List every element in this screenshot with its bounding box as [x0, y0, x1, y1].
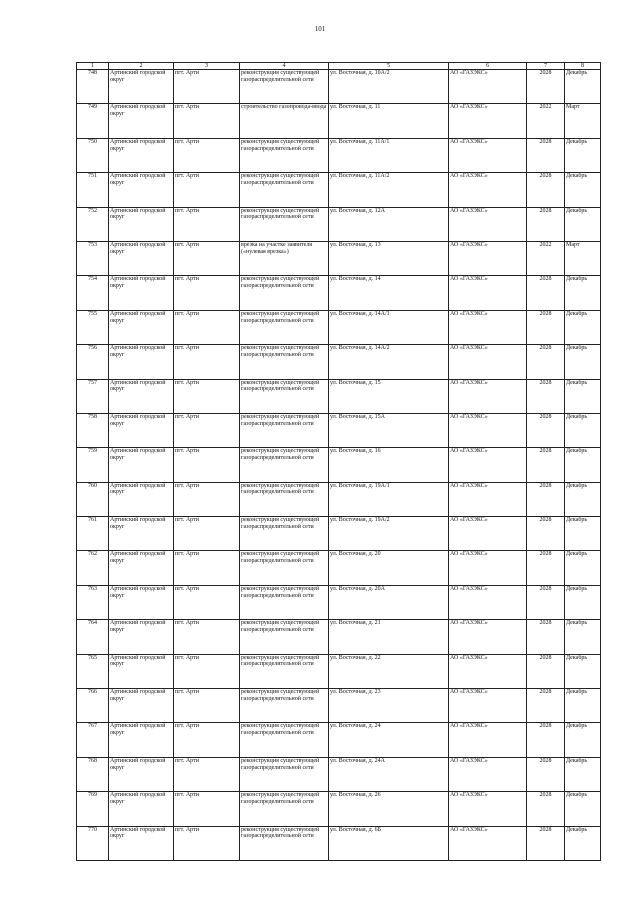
settlement-cell: пгт. Арти	[174, 173, 240, 207]
month-cell: Декабрь	[565, 379, 601, 413]
work-type-cell: реконструкция существующей газораспределительной сети	[240, 413, 329, 447]
address-cell: ул. Восточная, д. 11	[329, 104, 449, 138]
month-cell: Декабрь	[565, 654, 601, 688]
month-cell: Декабрь	[565, 276, 601, 310]
month-cell: Декабрь	[565, 345, 601, 379]
column-header: 1	[77, 63, 109, 70]
month-cell: Декабрь	[565, 517, 601, 551]
month-cell: Декабрь	[565, 689, 601, 723]
table-row	[77, 104, 601, 138]
month-cell: Декабрь	[565, 723, 601, 757]
table-row	[77, 757, 601, 791]
month-cell: Декабрь	[565, 757, 601, 791]
settlement-cell: пгт. Арти	[174, 310, 240, 344]
column-header: 6	[449, 63, 527, 70]
row-number-cell: 760	[77, 482, 109, 516]
year-cell: 2028	[527, 138, 565, 172]
district-cell: Артинский городской округ	[109, 70, 174, 104]
district-cell: Артинский городской округ	[109, 207, 174, 241]
district-cell: Артинский городской округ	[109, 723, 174, 757]
work-type-cell: реконструкция существующей газораспределительной сети	[240, 654, 329, 688]
settlement-cell: пгт. Арти	[174, 517, 240, 551]
row-number-cell: 761	[77, 517, 109, 551]
page-number: 101	[314, 25, 326, 33]
column-header: 4	[240, 63, 329, 70]
table-row	[77, 517, 601, 551]
district-cell: Артинский городской округ	[109, 482, 174, 516]
district-cell: Артинский городской округ	[109, 379, 174, 413]
year-cell: 2028	[527, 413, 565, 447]
work-type-cell: реконструкция существующей газораспределительной сети	[240, 689, 329, 723]
year-cell: 2028	[527, 723, 565, 757]
organization-cell: АО «ГАЗЭКС»	[449, 689, 527, 723]
year-cell: 2028	[527, 207, 565, 241]
settlement-cell: пгт. Арти	[174, 792, 240, 826]
address-cell: ул. Восточная, д. 26	[329, 792, 449, 826]
table-row	[77, 826, 601, 860]
organization-cell: АО «ГАЗЭКС»	[449, 173, 527, 207]
district-cell: Артинский городской округ	[109, 792, 174, 826]
organization-cell: АО «ГАЗЭКС»	[449, 138, 527, 172]
row-number-cell: 750	[77, 138, 109, 172]
work-type-cell: реконструкция существующей газораспределительной сети	[240, 173, 329, 207]
row-number-cell: 759	[77, 448, 109, 482]
table-row	[77, 345, 601, 379]
district-cell: Артинский городской округ	[109, 551, 174, 585]
settlement-cell: пгт. Арти	[174, 448, 240, 482]
district-cell: Артинский городской округ	[109, 241, 174, 275]
organization-cell: АО «ГАЗЭКС»	[449, 551, 527, 585]
work-type-cell: реконструкция существующей газораспределительной сети	[240, 585, 329, 619]
settlement-cell: пгт. Арти	[174, 413, 240, 447]
year-cell: 2028	[527, 585, 565, 619]
month-cell: Март	[565, 104, 601, 138]
row-number-cell: 767	[77, 723, 109, 757]
work-type-cell: реконструкция существующей газораспределительной сети	[240, 310, 329, 344]
address-cell: ул. Восточная, д. 24	[329, 723, 449, 757]
organization-cell: АО «ГАЗЭКС»	[449, 413, 527, 447]
column-number-row	[77, 63, 601, 70]
settlement-cell: пгт. Арти	[174, 482, 240, 516]
work-type-cell: реконструкция существующей газораспределительной сети	[240, 448, 329, 482]
column-header: 2	[109, 63, 174, 70]
district-cell: Артинский городской округ	[109, 413, 174, 447]
column-header: 7	[527, 63, 565, 70]
table-row	[77, 448, 601, 482]
row-number-cell: 749	[77, 104, 109, 138]
row-number-cell: 768	[77, 757, 109, 791]
settlement-cell: пгт. Арти	[174, 345, 240, 379]
year-cell: 2028	[527, 757, 565, 791]
year-cell: 2028	[527, 654, 565, 688]
month-cell: Декабрь	[565, 70, 601, 104]
table-row	[77, 482, 601, 516]
table-row	[77, 723, 601, 757]
table-body	[77, 70, 601, 861]
month-cell: Декабрь	[565, 138, 601, 172]
table-row	[77, 620, 601, 654]
year-cell: 2028	[527, 482, 565, 516]
organization-cell: АО «ГАЗЭКС»	[449, 792, 527, 826]
year-cell: 2028	[527, 173, 565, 207]
organization-cell: АО «ГАЗЭКС»	[449, 482, 527, 516]
table-row	[77, 70, 601, 104]
work-type-cell: реконструкция существующей газораспределительной сети	[240, 723, 329, 757]
district-cell: Артинский городской округ	[109, 345, 174, 379]
address-cell: ул. Восточная, д. 19А/2	[329, 517, 449, 551]
row-number-cell: 751	[77, 173, 109, 207]
district-cell: Артинский городской округ	[109, 826, 174, 860]
year-cell: 2028	[527, 70, 565, 104]
address-cell: ул. Восточная, д. 22	[329, 654, 449, 688]
table-row	[77, 413, 601, 447]
organization-cell: АО «ГАЗЭКС»	[449, 585, 527, 619]
organization-cell: АО «ГАЗЭКС»	[449, 448, 527, 482]
organization-cell: АО «ГАЗЭКС»	[449, 826, 527, 860]
settlement-cell: пгт. Арти	[174, 70, 240, 104]
year-cell: 2028	[527, 310, 565, 344]
year-cell: 2028	[527, 448, 565, 482]
address-cell: ул. Восточная, д. 14А/1	[329, 310, 449, 344]
district-cell: Артинский городской округ	[109, 620, 174, 654]
work-type-cell: реконструкция существующей газораспределительной сети	[240, 138, 329, 172]
organization-cell: АО «ГАЗЭКС»	[449, 620, 527, 654]
work-type-cell: строительство газопровода-ввода	[240, 104, 329, 138]
settlement-cell: пгт. Арти	[174, 654, 240, 688]
work-type-cell: реконструкция существующей газораспределительной сети	[240, 70, 329, 104]
work-type-cell: реконструкция существующей газораспределительной сети	[240, 757, 329, 791]
settlement-cell: пгт. Арти	[174, 757, 240, 791]
table-row	[77, 585, 601, 619]
address-cell: ул. Восточная, д. 6Б	[329, 826, 449, 860]
organization-cell: АО «ГАЗЭКС»	[449, 310, 527, 344]
district-cell: Артинский городской округ	[109, 276, 174, 310]
table-row	[77, 173, 601, 207]
column-header: 3	[174, 63, 240, 70]
row-number-cell: 753	[77, 241, 109, 275]
district-cell: Артинский городской округ	[109, 104, 174, 138]
row-number-cell: 762	[77, 551, 109, 585]
organization-cell: АО «ГАЗЭКС»	[449, 276, 527, 310]
organization-cell: АО «ГАЗЭКС»	[449, 70, 527, 104]
row-number-cell: 755	[77, 310, 109, 344]
row-number-cell: 756	[77, 345, 109, 379]
row-number-cell: 770	[77, 826, 109, 860]
address-cell: ул. Восточная, д. 11А/2	[329, 173, 449, 207]
organization-cell: АО «ГАЗЭКС»	[449, 207, 527, 241]
table-row	[77, 792, 601, 826]
month-cell: Декабрь	[565, 551, 601, 585]
organization-cell: АО «ГАЗЭКС»	[449, 723, 527, 757]
column-header: 8	[565, 63, 601, 70]
row-number-cell: 764	[77, 620, 109, 654]
organization-cell: АО «ГАЗЭКС»	[449, 104, 527, 138]
year-cell: 2028	[527, 792, 565, 826]
address-cell: ул. Восточная, д. 10А/2	[329, 70, 449, 104]
settlement-cell: пгт. Арти	[174, 241, 240, 275]
address-cell: ул. Восточная, д. 20А	[329, 585, 449, 619]
address-cell: ул. Восточная, д. 14	[329, 276, 449, 310]
settlement-cell: пгт. Арти	[174, 620, 240, 654]
settlement-cell: пгт. Арти	[174, 689, 240, 723]
district-cell: Артинский городской округ	[109, 585, 174, 619]
settlement-cell: пгт. Арти	[174, 104, 240, 138]
row-number-cell: 769	[77, 792, 109, 826]
organization-cell: АО «ГАЗЭКС»	[449, 241, 527, 275]
work-type-cell: реконструкция существующей газораспределительной сети	[240, 826, 329, 860]
table-row	[77, 207, 601, 241]
row-number-cell: 763	[77, 585, 109, 619]
district-cell: Артинский городской округ	[109, 689, 174, 723]
address-cell: ул. Восточная, д. 14А/2	[329, 345, 449, 379]
settlement-cell: пгт. Арти	[174, 276, 240, 310]
address-cell: ул. Восточная, д. 15А	[329, 413, 449, 447]
row-number-cell: 765	[77, 654, 109, 688]
month-cell: Декабрь	[565, 448, 601, 482]
district-cell: Артинский городской округ	[109, 448, 174, 482]
address-cell: ул. Восточная, д. 20	[329, 551, 449, 585]
district-cell: Артинский городской округ	[109, 173, 174, 207]
table-row	[77, 276, 601, 310]
month-cell: Декабрь	[565, 792, 601, 826]
work-type-cell: врезка на участке заявителя («нулевая врезка»)	[240, 241, 329, 275]
table-row	[77, 551, 601, 585]
address-cell: ул. Восточная, д. 16	[329, 448, 449, 482]
work-type-cell: реконструкция существующей газораспределительной сети	[240, 517, 329, 551]
work-type-cell: реконструкция существующей газораспределительной сети	[240, 792, 329, 826]
address-cell: ул. Восточная, д. 21	[329, 620, 449, 654]
row-number-cell: 754	[77, 276, 109, 310]
address-cell: ул. Восточная, д. 15	[329, 379, 449, 413]
organization-cell: АО «ГАЗЭКС»	[449, 654, 527, 688]
month-cell: Декабрь	[565, 585, 601, 619]
gasification-schedule-table	[76, 62, 601, 861]
work-type-cell: реконструкция существующей газораспределительной сети	[240, 345, 329, 379]
work-type-cell: реконструкция существующей газораспределительной сети	[240, 207, 329, 241]
work-type-cell: реконструкция существующей газораспределительной сети	[240, 276, 329, 310]
year-cell: 2028	[527, 551, 565, 585]
column-header: 5	[329, 63, 449, 70]
work-type-cell: реконструкция существующей газораспределительной сети	[240, 482, 329, 516]
row-number-cell: 757	[77, 379, 109, 413]
year-cell: 2028	[527, 620, 565, 654]
table-row	[77, 379, 601, 413]
organization-cell: АО «ГАЗЭКС»	[449, 757, 527, 791]
month-cell: Декабрь	[565, 310, 601, 344]
settlement-cell: пгт. Арти	[174, 379, 240, 413]
table-row	[77, 138, 601, 172]
settlement-cell: пгт. Арти	[174, 207, 240, 241]
organization-cell: АО «ГАЗЭКС»	[449, 379, 527, 413]
row-number-cell: 758	[77, 413, 109, 447]
organization-cell: АО «ГАЗЭКС»	[449, 345, 527, 379]
year-cell: 2028	[527, 276, 565, 310]
settlement-cell: пгт. Арти	[174, 551, 240, 585]
month-cell: Декабрь	[565, 620, 601, 654]
month-cell: Декабрь	[565, 826, 601, 860]
month-cell: Декабрь	[565, 207, 601, 241]
table-row	[77, 689, 601, 723]
address-cell: ул. Восточная, д. 12А	[329, 207, 449, 241]
month-cell: Декабрь	[565, 482, 601, 516]
year-cell: 2028	[527, 689, 565, 723]
work-type-cell: реконструкция существующей газораспределительной сети	[240, 620, 329, 654]
settlement-cell: пгт. Арти	[174, 826, 240, 860]
district-cell: Артинский городской округ	[109, 517, 174, 551]
year-cell: 2022	[527, 241, 565, 275]
address-cell: ул. Восточная, д. 24А	[329, 757, 449, 791]
work-type-cell: реконструкция существующей газораспределительной сети	[240, 551, 329, 585]
settlement-cell: пгт. Арти	[174, 585, 240, 619]
month-cell: Декабрь	[565, 413, 601, 447]
year-cell: 2028	[527, 826, 565, 860]
table-row	[77, 241, 601, 275]
year-cell: 2028	[527, 517, 565, 551]
address-cell: ул. Восточная, д. 11А/1	[329, 138, 449, 172]
row-number-cell: 752	[77, 207, 109, 241]
settlement-cell: пгт. Арти	[174, 723, 240, 757]
year-cell: 2028	[527, 379, 565, 413]
work-type-cell: реконструкция существующей газораспределительной сети	[240, 379, 329, 413]
year-cell: 2022	[527, 104, 565, 138]
district-cell: Артинский городской округ	[109, 310, 174, 344]
district-cell: Артинский городской округ	[109, 138, 174, 172]
year-cell: 2028	[527, 345, 565, 379]
row-number-cell: 748	[77, 70, 109, 104]
district-cell: Артинский городской округ	[109, 654, 174, 688]
address-cell: ул. Восточная, д. 19А/1	[329, 482, 449, 516]
month-cell: Март	[565, 241, 601, 275]
row-number-cell: 766	[77, 689, 109, 723]
settlement-cell: пгт. Арти	[174, 138, 240, 172]
table-row	[77, 654, 601, 688]
table-row	[77, 310, 601, 344]
month-cell: Декабрь	[565, 173, 601, 207]
organization-cell: АО «ГАЗЭКС»	[449, 517, 527, 551]
address-cell: ул. Восточная, д. 23	[329, 689, 449, 723]
address-cell: ул. Восточная, д. 13	[329, 241, 449, 275]
district-cell: Артинский городской округ	[109, 757, 174, 791]
